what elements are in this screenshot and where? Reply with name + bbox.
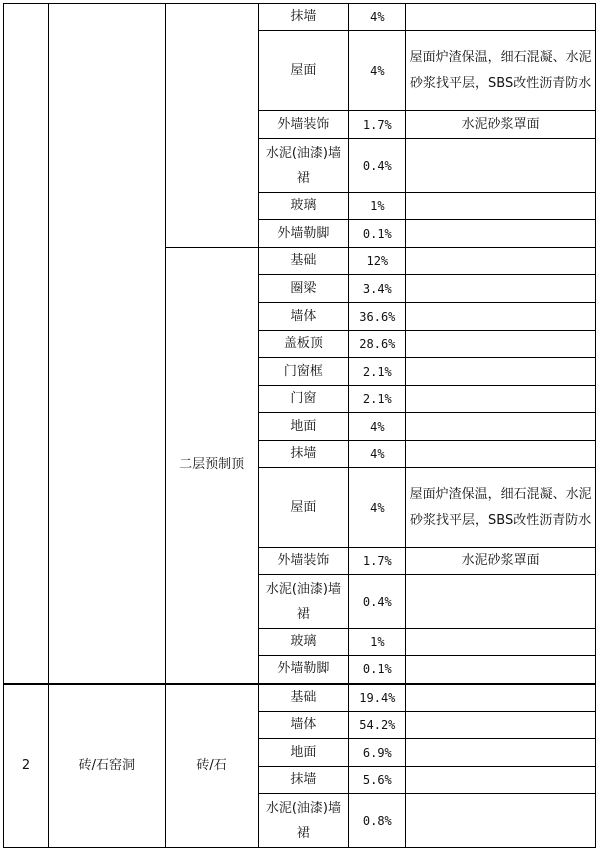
item-cell: 盖板顶	[258, 331, 349, 358]
note-cell	[406, 656, 596, 684]
percent-cell: 0.1%	[349, 656, 406, 684]
item-cell: 门窗框	[258, 358, 349, 386]
percent-cell: 5.6%	[349, 767, 406, 794]
item-cell: 水泥(油漆)墙裙	[258, 794, 349, 848]
item-cell: 水泥(油漆)墙裙	[258, 139, 349, 193]
note-cell	[406, 358, 596, 386]
percent-cell: 0.1%	[349, 220, 406, 248]
percent-cell: 1.7%	[349, 548, 406, 575]
type-cell: 砖/石窑洞	[48, 684, 165, 848]
percent-cell: 12%	[349, 248, 406, 275]
percent-cell: 4%	[349, 441, 406, 468]
note-cell	[406, 712, 596, 739]
item-cell: 圈梁	[258, 275, 349, 303]
note-cell	[406, 739, 596, 767]
item-cell: 墙体	[258, 303, 349, 331]
note-cell	[406, 275, 596, 303]
percent-cell: 1%	[349, 629, 406, 656]
item-cell: 基础	[258, 248, 349, 275]
item-cell: 抹墙	[258, 767, 349, 794]
percent-cell: 0.4%	[349, 575, 406, 629]
item-cell: 抹墙	[258, 441, 349, 468]
note-cell	[406, 4, 596, 31]
note-cell	[406, 220, 596, 248]
percent-cell: 0.8%	[349, 794, 406, 848]
item-cell: 玻璃	[258, 629, 349, 656]
index-cell: 2	[4, 684, 49, 848]
note-cell: 水泥砂浆罩面	[406, 548, 596, 575]
percent-cell: 4%	[349, 31, 406, 111]
percent-cell: 2.1%	[349, 358, 406, 386]
note-cell	[406, 331, 596, 358]
item-cell: 外墙装饰	[258, 111, 349, 139]
item-cell: 基础	[258, 684, 349, 712]
table-row	[4, 684, 596, 712]
type-cell	[48, 4, 165, 684]
item-cell: 水泥(油漆)墙裙	[258, 575, 349, 629]
percent-cell: 3.4%	[349, 275, 406, 303]
note-cell	[406, 386, 596, 413]
note-cell: 屋面炉渣保温，细石混凝、水泥砂浆找平层，SBS改性沥青防水	[406, 468, 596, 548]
percent-cell: 1%	[349, 193, 406, 220]
note-cell	[406, 767, 596, 794]
note-cell	[406, 303, 596, 331]
table-row	[4, 4, 596, 31]
percent-cell: 2.1%	[349, 386, 406, 413]
percent-cell: 6.9%	[349, 739, 406, 767]
cost-breakdown-table	[3, 3, 596, 848]
percent-cell: 54.2%	[349, 712, 406, 739]
structure-cell: 砖/石	[165, 684, 258, 848]
percent-cell: 4%	[349, 468, 406, 548]
item-cell: 外墙勒脚	[258, 220, 349, 248]
note-cell	[406, 139, 596, 193]
note-cell	[406, 794, 596, 848]
item-cell: 外墙装饰	[258, 548, 349, 575]
note-cell	[406, 684, 596, 712]
item-cell: 地面	[258, 413, 349, 441]
structure-cell: 二层预制顶	[165, 248, 258, 684]
percent-cell: 36.6%	[349, 303, 406, 331]
note-cell	[406, 629, 596, 656]
percent-cell: 1.7%	[349, 111, 406, 139]
percent-cell: 28.6%	[349, 331, 406, 358]
note-cell	[406, 413, 596, 441]
percent-cell: 0.4%	[349, 139, 406, 193]
note-cell	[406, 575, 596, 629]
note-cell	[406, 248, 596, 275]
note-cell	[406, 193, 596, 220]
structure-cell	[165, 4, 258, 248]
item-cell: 抹墙	[258, 4, 349, 31]
note-cell: 屋面炉渣保温，细石混凝、水泥砂浆找平层，SBS改性沥青防水	[406, 31, 596, 111]
item-cell: 外墙勒脚	[258, 656, 349, 684]
item-cell: 玻璃	[258, 193, 349, 220]
percent-cell: 19.4%	[349, 684, 406, 712]
item-cell: 门窗	[258, 386, 349, 413]
item-cell: 墙体	[258, 712, 349, 739]
index-cell	[4, 4, 49, 684]
note-cell	[406, 441, 596, 468]
item-cell: 地面	[258, 739, 349, 767]
note-cell: 水泥砂浆罩面	[406, 111, 596, 139]
percent-cell: 4%	[349, 413, 406, 441]
percent-cell: 4%	[349, 4, 406, 31]
item-cell: 屋面	[258, 31, 349, 111]
item-cell: 屋面	[258, 468, 349, 548]
